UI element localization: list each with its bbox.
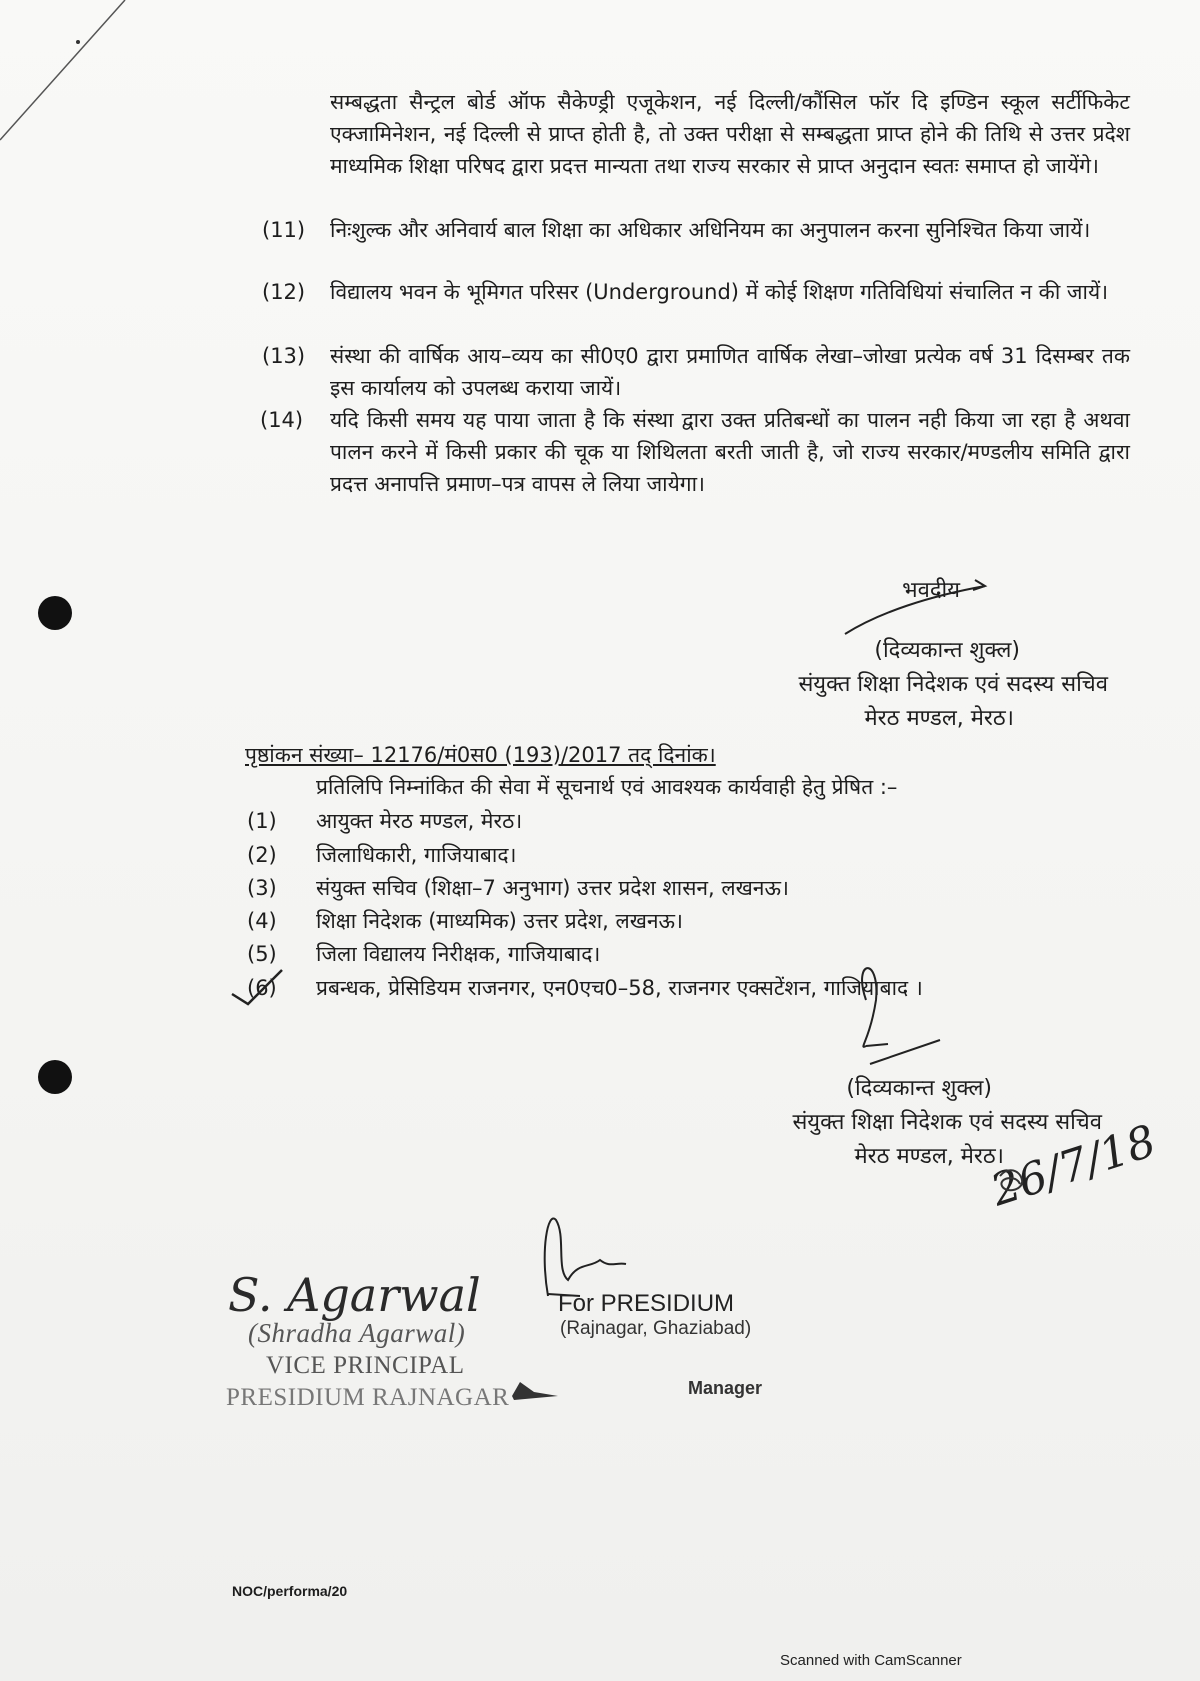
condition-number: (12): [262, 280, 306, 304]
recipient-number: (1): [247, 809, 277, 833]
condition-text: यदि किसी समय यह पाया जाता है कि संस्था द्वारा उक्त प्रतिबन्धों का पालन नही किया जा रहा है अथवा पालन करने में किसी प्रकार की चूक या शिथिलता बरती जाती है, जो राज्य सरकार/मण्डलीय समिति द्वारा प्रदत्त अनापत्ति प्रमाण–पत्र वापस ले लिया जायेगा।: [330, 408, 1130, 496]
recipient-number: (5): [247, 942, 277, 966]
endorsement-intro: प्रतिलिपि निम्नांकित की सेवा में सूचनार्थ एवं आवश्यक कार्यवाही हेतु प्रेषित :–: [316, 775, 898, 799]
presidium-stamp-role: Manager: [688, 1378, 763, 1398]
recipient-text: जिला विद्यालय निरीक्षक, गाजियाबाद।: [316, 942, 601, 966]
punch-hole-top: [38, 596, 72, 630]
closing-salutation: भवदीय: [902, 578, 960, 603]
intro-paragraph: सम्बद्धता सैन्ट्रल बोर्ड ऑफ सैकेण्ड्री एजूकेशन, नई दिल्ली/कौंसिल फॉर दि इण्डिन स्कूल सर्टीफिकेट एक्जामिनेशन, नई दिल्ली से प्राप्त होती है, तो उक्त परीक्षा से सम्बद्धता प्राप्त होने की तिथि से उत्तर प्रदेश माध्यमिक शिक्षा परिषद द्वारा प्रदत्त मान्यता तथा राज्य सरकार से प्राप्त अनुदान स्वतः समाप्त हो जायेंगे।: [330, 90, 1130, 178]
condition-number: (14): [260, 408, 304, 432]
scanner-watermark: Scanned with CamScanner: [780, 1652, 962, 1669]
recipient-text: शिक्षा निदेशक (माध्यमिक) उत्तर प्रदेश, लखनऊ।: [316, 909, 684, 933]
condition-text: विद्यालय भवन के भूमिगत परिसर (Underground) में कोई शिक्षण गतिविधियां संचालित न की जायें।: [330, 280, 1109, 304]
signatory-name-copy: (दिव्यकान्त शुक्ल): [846, 1076, 992, 1101]
recipient-text: आयुक्त मेरठ मण्डल, मेरठ।: [316, 809, 523, 833]
condition-text: निःशुल्क और अनिवार्य बाल शिक्षा का अधिकार अधिनियम का अनुपालन करना सुनिश्चित किया जायें।: [330, 218, 1091, 242]
signatory-designation-copy: संयुक्त शिक्षा निदेशक एवं सदस्य सचिव: [792, 1110, 1102, 1135]
footer-form-code: NOC/performa/20: [232, 1583, 348, 1599]
vice-principal-name: (Shradha Agarwal): [248, 1318, 466, 1348]
condition-number: (13): [262, 344, 306, 368]
recipient-number: (2): [247, 843, 277, 867]
recipient-number: (3): [247, 876, 277, 900]
punch-hole-bottom: [38, 1060, 72, 1094]
recipient-number: (4): [247, 909, 277, 933]
recipient-text: जिलाधिकारी, गाजियाबाद।: [316, 843, 517, 867]
condition-number: (11): [262, 218, 306, 242]
vice-principal-title: VICE PRINCIPAL: [266, 1352, 465, 1379]
condition-text: संस्था की वार्षिक आय–व्यय का सी0ए0 द्वारा प्रमाणित वार्षिक लेखा–जोखा प्रत्येक वर्ष 31 दिसम्बर तक इस कार्यालय को उपलब्ध कराया जायें।: [330, 344, 1130, 400]
page-fold-mark: [0, 0, 140, 150]
recipient-text: संयुक्त सचिव (शिक्षा–7 अनुभाग) उत्तर प्रदेश शासन, लखनऊ।: [316, 876, 789, 900]
vice-principal-signature: S. Agarwal: [228, 1268, 481, 1322]
recipient-text: प्रबन्धक, प्रेसिडियम राजनगर, एन0एच0–58, राजनगर एक्सटेंशन, गाजियाबाद ।: [316, 976, 923, 1000]
endorsement-reference: पृष्ठांकन संख्या– 12176/मं0स0 (193)/2017 तद् दिनांक।: [245, 743, 716, 767]
signatory-location-copy: मेरठ मण्डल, मेरठ।: [854, 1144, 1004, 1169]
recipient-number: (6): [247, 976, 277, 1000]
vice-principal-org: PRESIDIUM RAJNAGAR: [226, 1384, 510, 1411]
signatory-location: मेरठ मण्डल, मेरठ।: [864, 706, 1014, 731]
handwritten-date: 26/7/18: [985, 1115, 1163, 1217]
signatory-name: (दिव्यकान्त शुक्ल): [874, 638, 1020, 663]
presidium-stamp-line2: (Rajnagar, Ghaziabad): [560, 1318, 752, 1339]
presidium-stamp-line1: For PRESIDIUM: [558, 1290, 735, 1317]
signatory-designation: संयुक्त शिक्षा निदेशक एवं सदस्य सचिव: [798, 672, 1108, 697]
